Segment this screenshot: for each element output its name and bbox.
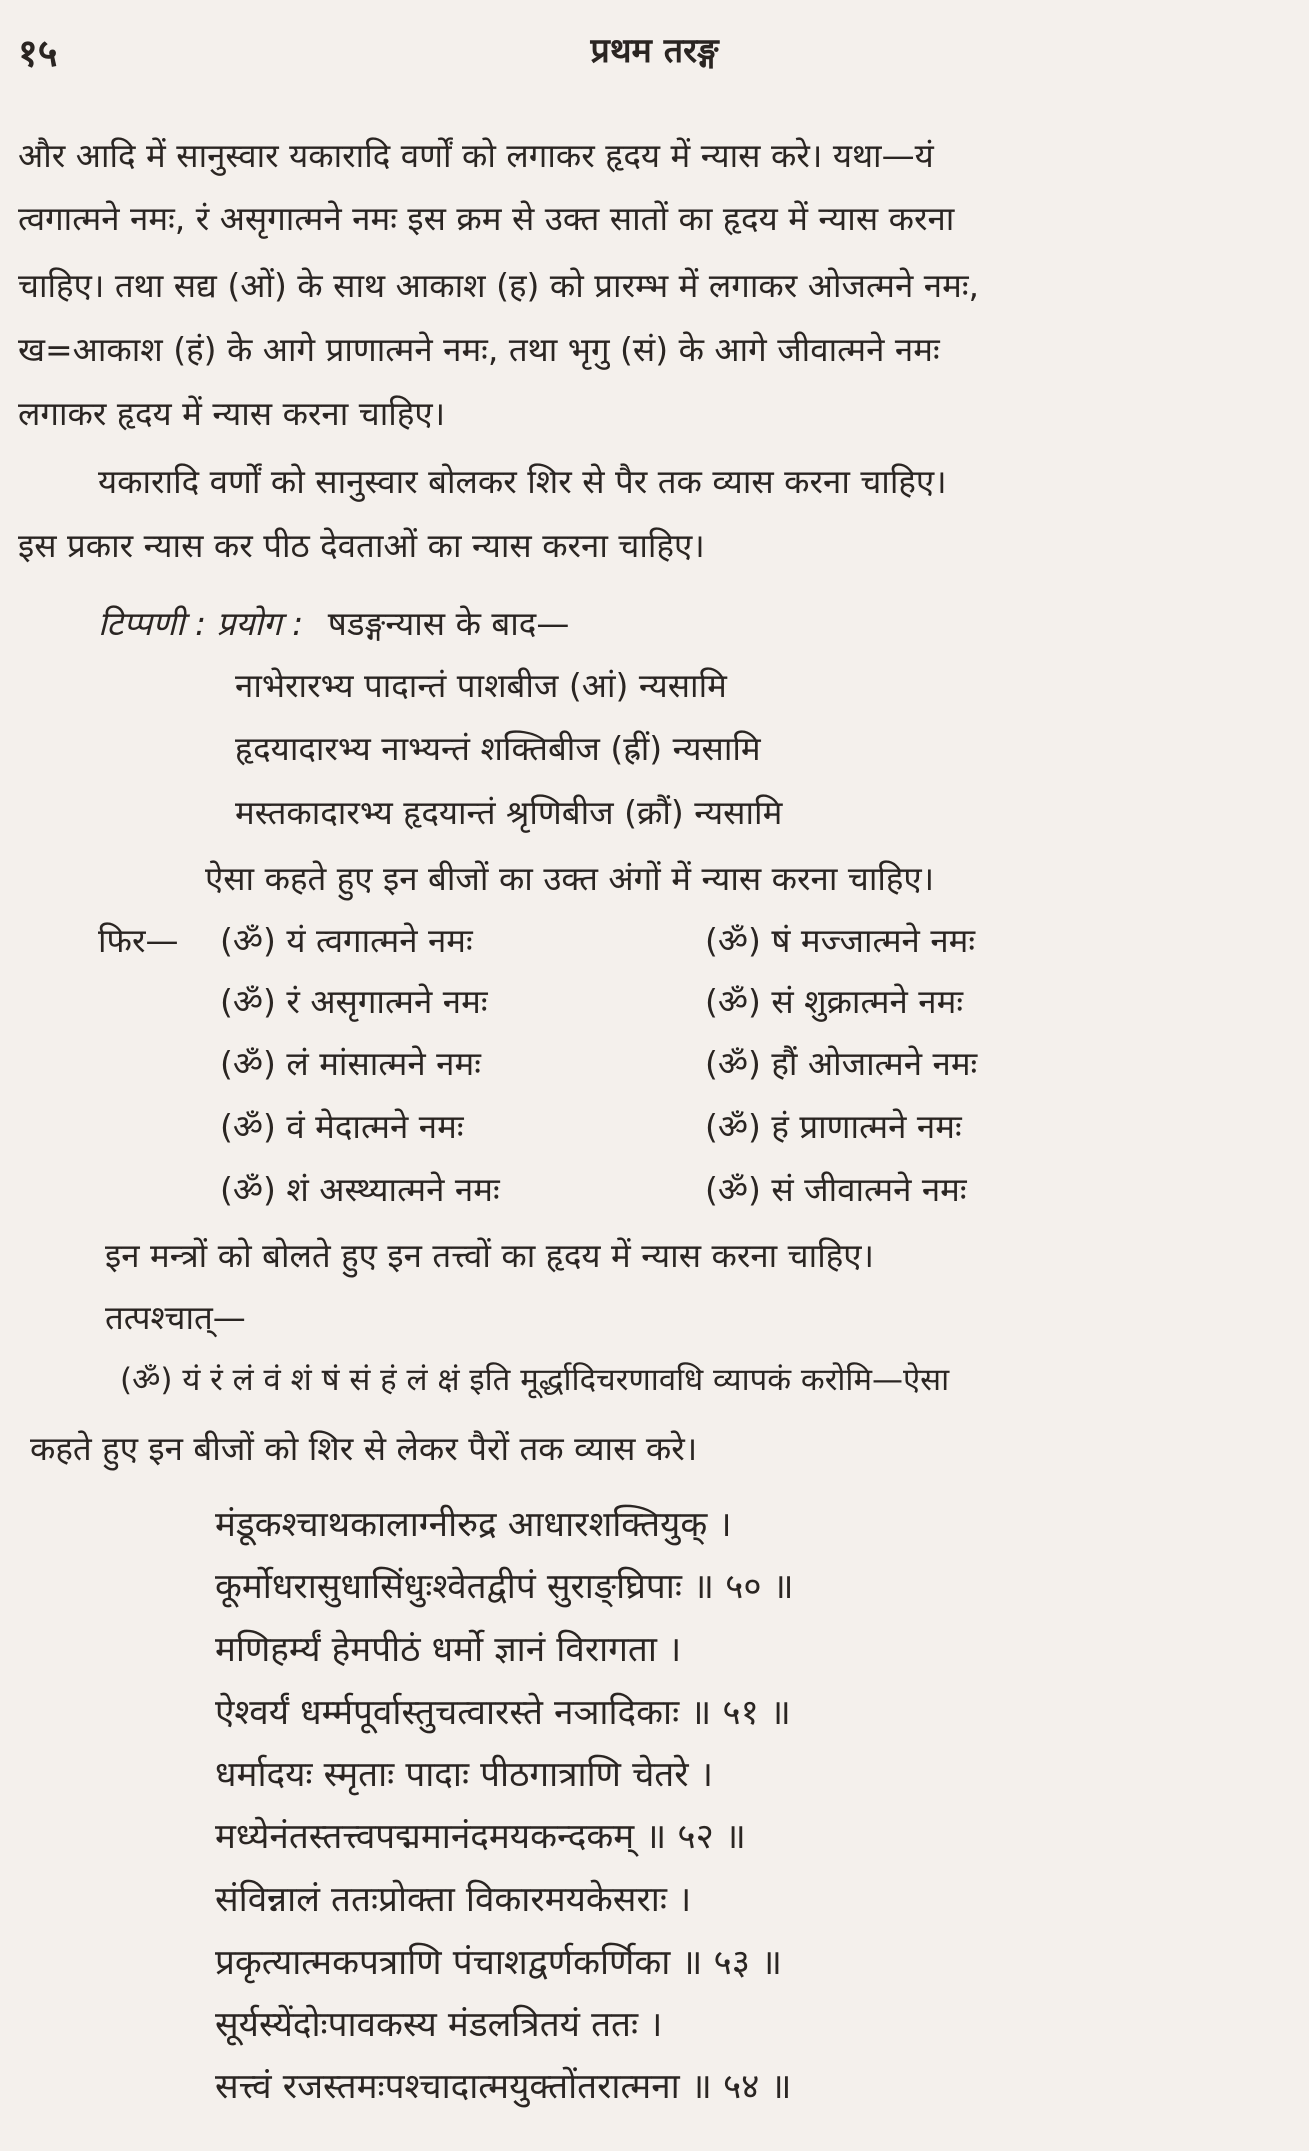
- verse-line: मंडूकश्चाथकालाग्नीरुद्र आधारशक्तियुक् ।: [215, 1505, 732, 1545]
- mantra-right: (ॐ) हं प्राणात्मने नमः: [705, 1107, 962, 1146]
- mantra-phir: फिर—: [98, 921, 179, 960]
- page-number: १५: [18, 31, 58, 75]
- note-line: मस्तकादारभ्य हृदयान्तं श्रृणिबीज (क्रौं) न्यसामि: [235, 793, 783, 832]
- page-header: [0, 26, 1309, 86]
- verse-line: सूर्यस्येंदोःपावकस्य मंडलत्रितयं ततः ।: [215, 2005, 663, 2045]
- tatpashchat-line: (ॐ) यं रं लं वं शं षं सं हं लं क्षं इति मूर्द्धादिचरणावधि व्यापकं करोमि—ऐसा: [120, 1362, 950, 1398]
- para2-line: यकारादि वर्णों को सानुस्वार बोलकर शिर से पैर तक व्यास करना चाहिए।: [98, 462, 947, 501]
- note-intro: षडङ्गन्यास के बाद—: [327, 604, 570, 643]
- note-line: नाभेरारभ्य पादान्तं पाशबीज (आं) न्यसामि: [235, 666, 727, 705]
- verse-line: कूर्मोधरासुधासिंधुःश्वेतद्वीपं सुराङ्घ्रिपाः ॥ ५० ॥: [215, 1567, 794, 1607]
- verse-line: संविन्नालं ततःप्रोक्ता विकारमयकेसराः ।: [215, 1880, 692, 1920]
- note-after: ऐसा कहते हुए इन बीजों का उक्त अंगों में न्यास करना चाहिए।: [205, 859, 935, 898]
- tatpashchat-line: कहते हुए इन बीजों को शिर से लेकर पैरों तक व्यास करे।: [30, 1429, 698, 1468]
- note-line: हृदयादारभ्य नाभ्यन्तं शक्तिबीज (ह्रीं) न्यसामि: [235, 729, 761, 768]
- para2-line: इस प्रकार न्यास कर पीठ देवताओं का न्यास करना चाहिए।: [18, 526, 705, 565]
- mantra-left: (ॐ) लं मांसात्मने नमः: [220, 1044, 481, 1083]
- para1-line: चाहिए। तथा सद्य (ओं) के साथ आकाश (ह) को प्रारम्भ में लगाकर ओजत्मने नमः,: [18, 266, 979, 305]
- verse-line: धर्मादयः स्मृताः पादाः पीठगात्राणि चेतरे ।: [215, 1755, 713, 1795]
- para1-line: ख=आकाश (हं) के आगे प्राणात्मने नमः, तथा भृगु (सं) के आगे जीवात्मने नमः: [18, 330, 940, 369]
- para1-line: लगाकर हृदय में न्यास करना चाहिए।: [18, 394, 446, 433]
- para1-line: और आदि में सानुस्वार यकारादि वर्णों को लगाकर हृदय में न्यास करे। यथा—यं: [18, 136, 934, 175]
- verse-line: प्रकृत्यात्मकपत्राणि पंचाशद्वर्णकर्णिका ॥ ५३ ॥: [215, 1943, 783, 1983]
- verse-line: ऐश्वर्यं धर्म्मपूर्वास्तुचत्वारस्ते नञादिकाः ॥ ५१ ॥: [215, 1693, 791, 1733]
- mantra-right: (ॐ) हौं ओजात्मने नमः: [705, 1044, 978, 1083]
- mantra-right: (ॐ) सं जीवात्मने नमः: [705, 1170, 967, 1209]
- mantra-left: (ॐ) रं असृगात्मने नमः: [220, 982, 488, 1021]
- note-label: टिप्पणी : प्रयोग :: [98, 604, 304, 643]
- mantra-after: इन मन्त्रों को बोलते हुए इन तत्त्वों का हृदय में न्यास करना चाहिए।: [105, 1236, 875, 1275]
- mantra-left: (ॐ) वं मेदात्मने नमः: [220, 1107, 464, 1146]
- note-heading: [98, 600, 569, 645]
- mantra-left: (ॐ) यं त्वगात्मने नमः: [220, 921, 473, 960]
- mantra-left: (ॐ) शं अस्थ्यात्मने नमः: [220, 1170, 500, 1209]
- mantra-right: (ॐ) षं मज्जात्मने नमः: [705, 921, 976, 960]
- mantra-right: (ॐ) सं शुक्रात्मने नमः: [705, 982, 963, 1021]
- verse-line: मणिहर्म्यं हेमपीठं धर्मो ज्ञानं विरागता ।: [215, 1630, 682, 1670]
- para1-line: त्वगात्मने नमः, रं असृगात्मने नमः इस क्रम से उक्त सातों का हृदय में न्यास करना: [18, 199, 955, 238]
- verse-line: मध्येनंतस्तत्त्वपद्ममानंदमयकन्दकम् ॥ ५२ ॥: [215, 1817, 746, 1857]
- running-title: प्रथम तरङ्ग: [590, 31, 719, 71]
- tatpashchat-label: तत्पश्चात्—: [105, 1298, 246, 1337]
- verse-line: सत्त्वं रजस्तमःपश्चादात्मयुक्तोंतरात्मना ॥ ५४ ॥: [215, 2067, 792, 2107]
